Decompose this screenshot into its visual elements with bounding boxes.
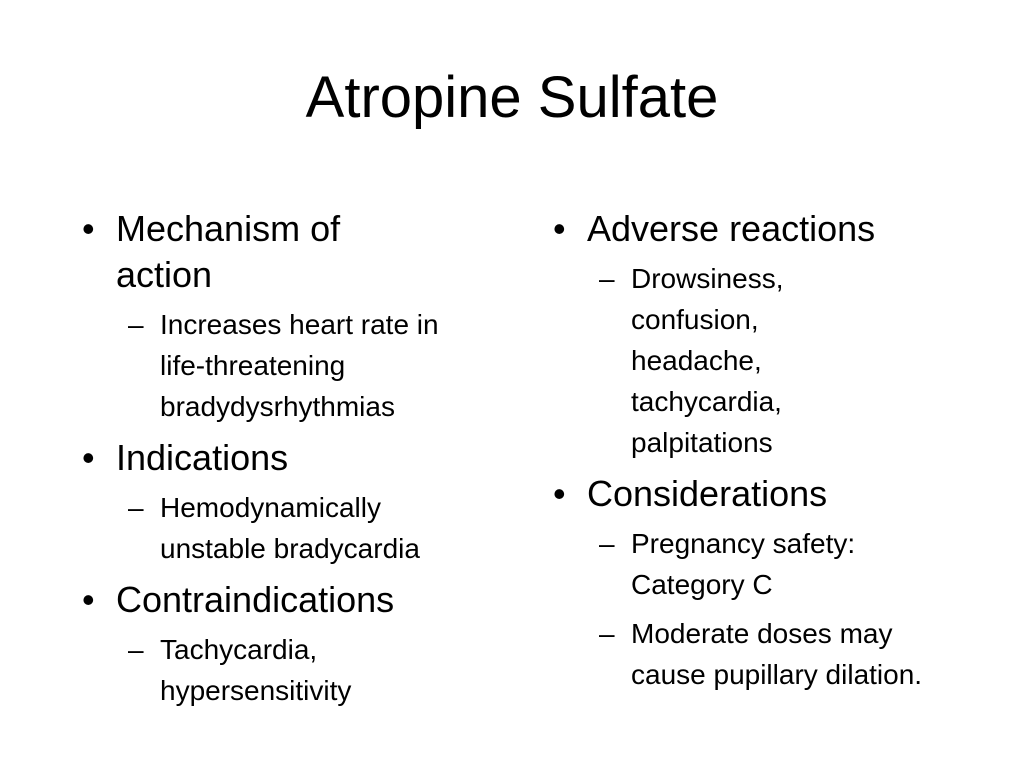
bullet-adverse-reactions	[543, 206, 963, 252]
sub-list	[72, 304, 492, 427]
sub-item-text: Tachycardia, hypersensitivity	[160, 634, 352, 706]
sub-list	[543, 523, 963, 695]
slide-title: Atropine Sulfate	[305, 65, 719, 130]
sub-item-text: Hemodynamically unstable bradycardia	[160, 492, 420, 564]
bullet-indications	[72, 435, 492, 481]
sub-item-text: Increases heart rate in life-threatening bradydysrhythmias	[160, 309, 439, 422]
sub-item-text: Drowsiness, confusion, headache, tachycardia, palpitations	[631, 263, 784, 458]
dash-marker: –	[599, 528, 615, 559]
bullet-label: Adverse reactions	[587, 208, 876, 249]
bullet-mechanism-of-action	[72, 206, 406, 298]
sub-item	[72, 629, 420, 711]
bullet-marker: •	[553, 208, 566, 249]
sub-item	[543, 258, 831, 463]
left-column	[72, 206, 492, 719]
dash-marker: –	[599, 618, 615, 649]
bullet-marker: •	[553, 473, 566, 514]
sub-item-text: Pregnancy safety: Category C	[631, 528, 856, 600]
bullet-label: Mechanism of action	[116, 208, 341, 295]
sub-list	[72, 487, 492, 569]
sub-item	[72, 487, 490, 569]
dash-marker: –	[599, 263, 615, 294]
dash-marker: –	[128, 634, 144, 665]
bullet-marker: •	[82, 579, 95, 620]
sub-list	[72, 629, 492, 711]
dash-marker: –	[128, 309, 144, 340]
right-column	[543, 206, 963, 703]
bullet-marker: •	[82, 437, 95, 478]
sub-item	[543, 523, 911, 605]
sub-item	[543, 613, 941, 695]
bullet-label: Considerations	[587, 473, 828, 514]
bullet-considerations	[543, 471, 963, 517]
sub-item	[72, 304, 490, 427]
bullet-label: Contraindications	[116, 579, 395, 620]
sub-list	[543, 258, 963, 463]
bullet-contraindications	[72, 577, 492, 623]
bullet-label: Indications	[116, 437, 289, 478]
bullet-marker: •	[82, 208, 95, 249]
sub-item-text: Moderate doses may cause pupillary dilation.	[631, 618, 923, 690]
dash-marker: –	[128, 492, 144, 523]
